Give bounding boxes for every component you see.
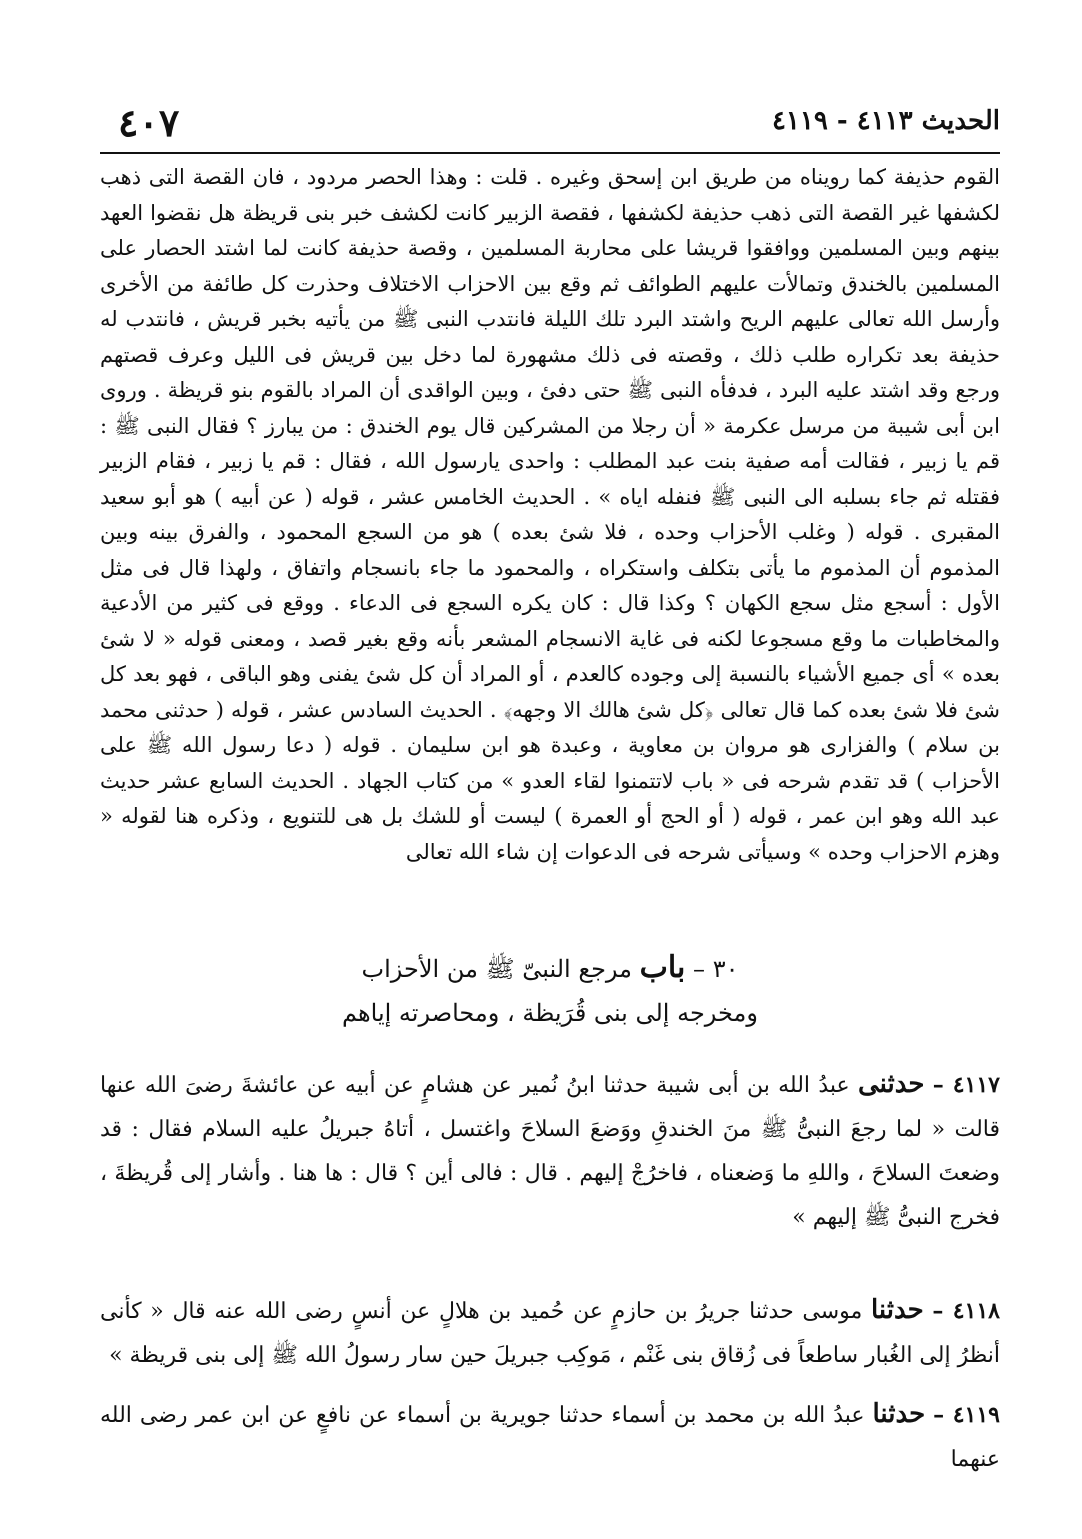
hadith-keyword: حدثنى [857, 1069, 925, 1099]
hadith-number: ٤١١٨ – [932, 1298, 1000, 1324]
page-number: ٤٠٧ [118, 100, 180, 145]
chapter-heading [100, 946, 1000, 1035]
hadith-text: عبدُ الله بن أبى شيبة حدثنا ابنُ نُمير عن هشامٍ عن أبيه عن عائشةَ رضىَ الله عنها قالت « لما رجعَ النبىُّ ﷺ منَ الخندقِ ووَضعَ السلاحَ واغتسل ، أتاهُ جبريلُ عليه السلام فقال : قد وضعتَ السلاحَ ، واللهِ ما وَضعناه ، فاخرُجْ إليهم . قال : فالى أين ؟ قال : ها هنا . وأشار إلى قُريظةَ ، فخرج النبىُّ ﷺ إليهم » [100, 1073, 1000, 1230]
hadith-keyword: حدثنا [872, 1399, 926, 1429]
page-header [100, 92, 1000, 152]
running-head: الحديث ٤١١٣ - ٤١١٩ [771, 106, 1000, 136]
bab-word: باب [639, 950, 686, 985]
commentary-paragraph: القوم حذيفة كما رويناه من طريق ابن إسحق وغيره . قلت : وهذا الحصر مردود ، فان القصة التى ذهب لكشفها غير القصة التى ذهب حذيفة لكشفها ، فقصة الزبير كانت لكشف خبر بنى قريظة هل نقضوا العهد بينهم وبين المسلمين ووافقوا قريشا على محاربة المسلمين ، وقصة حذيفة كانت لما اشتد الحصار على المسلمين بالخندق وتمالأت عليهم الطوائف ثم وقع بين الاحزاب الاختلاف وحذرت كل طائفة من الأخرى وأرسل الله تعالى عليهم الريح واشتد البرد تلك الليلة فانتدب النبى ﷺ من يأتيه بخبر قريش ، فانتدب له حذيفة بعد تكراره طلب ذلك ، وقصته فى ذلك مشهورة لما دخل بين قريش فى الليل وعرف قصتهم ورجع وقد اشتد عليه البرد ، فدفأه النبى ﷺ حتى دفئ ، وبين الواقدى أن المراد بالقوم بنو قريظة . وروى ابن أبى شيبة من مرسل عكرمة « أن رجلا من المشركين قال يوم الخندق : من يبارز ؟ فقال النبى ﷺ : قم يا زبير ، فقالت أمه صفية بنت عبد المطلب : واحدى يارسول الله ، فقال : قم يا زبير ، فقام الزبير فقتله ثم جاء بسلبه الى النبى ﷺ فنفله اياه » . الحديث الخامس عشر ، قوله ( عن أبيه ) هو أبو سعيد المقبرى . قوله ( وغلب الأحزاب وحده ، فلا شئ بعده ) هو من السجع المحمود ، والفرق بينه وبين المذموم أن المذموم ما يأتى بتكلف واستكراه ، والمحمود ما جاء بانسجام واتفاق ، ولهذا قال فى مثل الأول : أسجع مثل سجع الكهان ؟ وكذا قال : كان يكره السجع فى الدعاء . ووقع فى كثير من الأدعية والمخاطبات ما وقع مسجوعا لكنه فى غاية الانسجام المشعر بأنه وقع بغير قصد ، ومعنى قوله « لا شئ بعده » أى جميع الأشياء بالنسبة إلى وجوده كالعدم ، أو المراد أن كل شئ يفنى وهو الباقى ، فهو بعد كل شئ فلا شئ بعده كما قال تعالى ﴿كل شئ هالك الا وجهه﴾ . الحديث السادس عشر ، قوله ( حدثنى محمد بن سلام ) والفزارى هو مروان بن معاوية ، وعبدة هو ابن سليمان . قوله ( دعا رسول الله ﷺ على الأحزاب ) قد تقدم شرحه فى « باب لاتتمنوا لقاء العدو » من كتاب الجهاد . الحديث السابع عشر حديث عبد الله وهو ابن عمر ، قوله ( أو الحج أو العمرة ) ليست أو للشك بل هى للتنويع ، وذكره هنا لقوله « وهزم الاحزاب وحده » وسيأتى شرحه فى الدعوات إن شاء الله تعالى [100, 165, 1000, 864]
hadith-keyword: حدثنا [870, 1295, 924, 1325]
hadith-4119 [100, 1392, 1000, 1482]
hadith-text: موسى حدثنا جريرُ بن حازمٍ عن حُميد بن هلالٍ عن أنسٍ رضى الله عنه قال « كأنى أنظرُ إلى الغُبار ساطعاً فى زُقاق بنى غَنْم ، مَوكِب جبريلَ حين سار رسولُ الله ﷺ إلى بنى قريظة » [100, 1299, 1000, 1368]
hadith-number: ٤١١٧ – [932, 1072, 1000, 1098]
hadith-text: عبدُ الله بن محمد بن أسماء حدثنا جويرية بن أسماء عن نافعٍ عن ابن عمر رضى الله عنهما [100, 1403, 1000, 1472]
header-rule [100, 152, 1000, 154]
chapter-title-line-2: ومخرجه إلى بنى قُرَيظة ، ومحاصرته إياهم [342, 999, 758, 1027]
hadith-number: ٤١١٩ – [933, 1402, 1000, 1428]
chapter-title-line-1 [100, 946, 1000, 991]
hadith-4118 [100, 1288, 1000, 1378]
chapter-number: ٣٠ – [693, 955, 739, 983]
chapter-title-text-1: مرجع النبىّ ﷺ من الأحزاب [361, 955, 633, 983]
hadith-4117 [100, 1062, 1000, 1240]
